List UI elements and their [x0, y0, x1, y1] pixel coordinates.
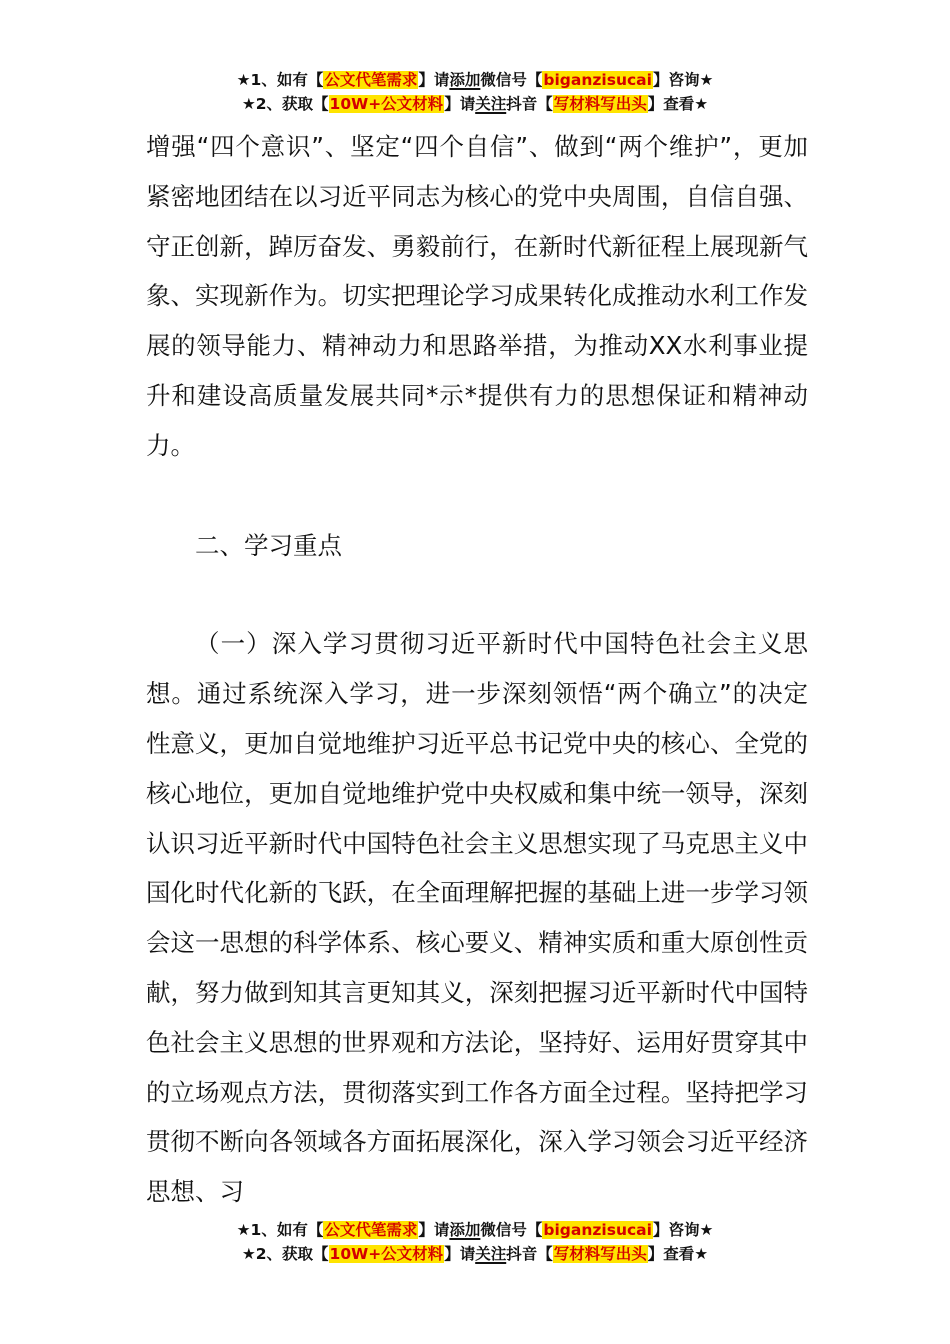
banner-line-2: ★2、获取【10W+公文材料】请关注抖音【写材料写出头】查看★: [241, 95, 709, 113]
banner-line-2: ★2、获取【10W+公文材料】请关注抖音【写材料写出头】查看★: [241, 1245, 709, 1263]
banner-line-1: ★1、如有【公文代笔需求】请添加微信号【biganzisucai】咨询★: [236, 71, 714, 89]
highlight-wechat-id: biganzisucai: [543, 71, 652, 89]
banner-line-1: ★1、如有【公文代笔需求】请添加微信号【biganzisucai】咨询★: [236, 1221, 714, 1239]
highlight-wechat-id: biganzisucai: [543, 1221, 652, 1239]
highlight-douyin: 写材料写出头: [553, 1245, 647, 1263]
paragraph-continuation: 增强“四个意识”、坚定“四个自信”、做到“两个维护”，更加紧密地团结在以习近平同志为核心的党中央周围，自信自强、守正创新，踔厉奋发、勇毅前行，在新时代新征程上展现新气象、实现新作为。切实把理论学习成果转化成推动水利工作发展的领导能力、精神动力和思路举措，为推动XX水利事业提升和建设高质量发展共同*示*提供有力的思想保证和精神动力。: [146, 132, 808, 460]
paragraph-study-focus: （一）深入学习贯彻习近平新时代中国特色社会主义思想。通过系统深入学习，进一步深刻领悟“两个确立”的决定性意义，更加自觉地维护习近平总书记党中央的核心、全党的核心地位，更加自觉地维护党中央权威和集中统一领导，深刻认识习近平新时代中国特色社会主义思想实现了马克思主义中国化时代化新的飞跃，在全面理解把握的基础上进一步学习领会这一思想的科学体系、核心要义、精神实质和重大原创性贡献，努力做到知其言更知其义，深刻把握习近平新时代中国特色社会主义思想的世界观和方法论，坚持好、运用好贯穿其中的立场观点方法，贯彻落实到工作各方面全过程。坚持把学习贯彻不断向各领域各方面拓展深化，深入学习领会习近平经济思想、习: [146, 629, 808, 1207]
highlight-materials: 10W+公文材料: [329, 95, 444, 113]
section-heading: 二、学习重点: [195, 530, 342, 560]
highlight-service: 公文代笔需求: [324, 71, 418, 89]
highlight-service: 公文代笔需求: [324, 1221, 418, 1239]
header-banner: [0, 68, 950, 116]
highlight-douyin: 写材料写出头: [553, 95, 647, 113]
footer-banner: [0, 1218, 950, 1266]
highlight-materials: 10W+公文材料: [329, 1245, 444, 1263]
document-body: [146, 122, 808, 1217]
